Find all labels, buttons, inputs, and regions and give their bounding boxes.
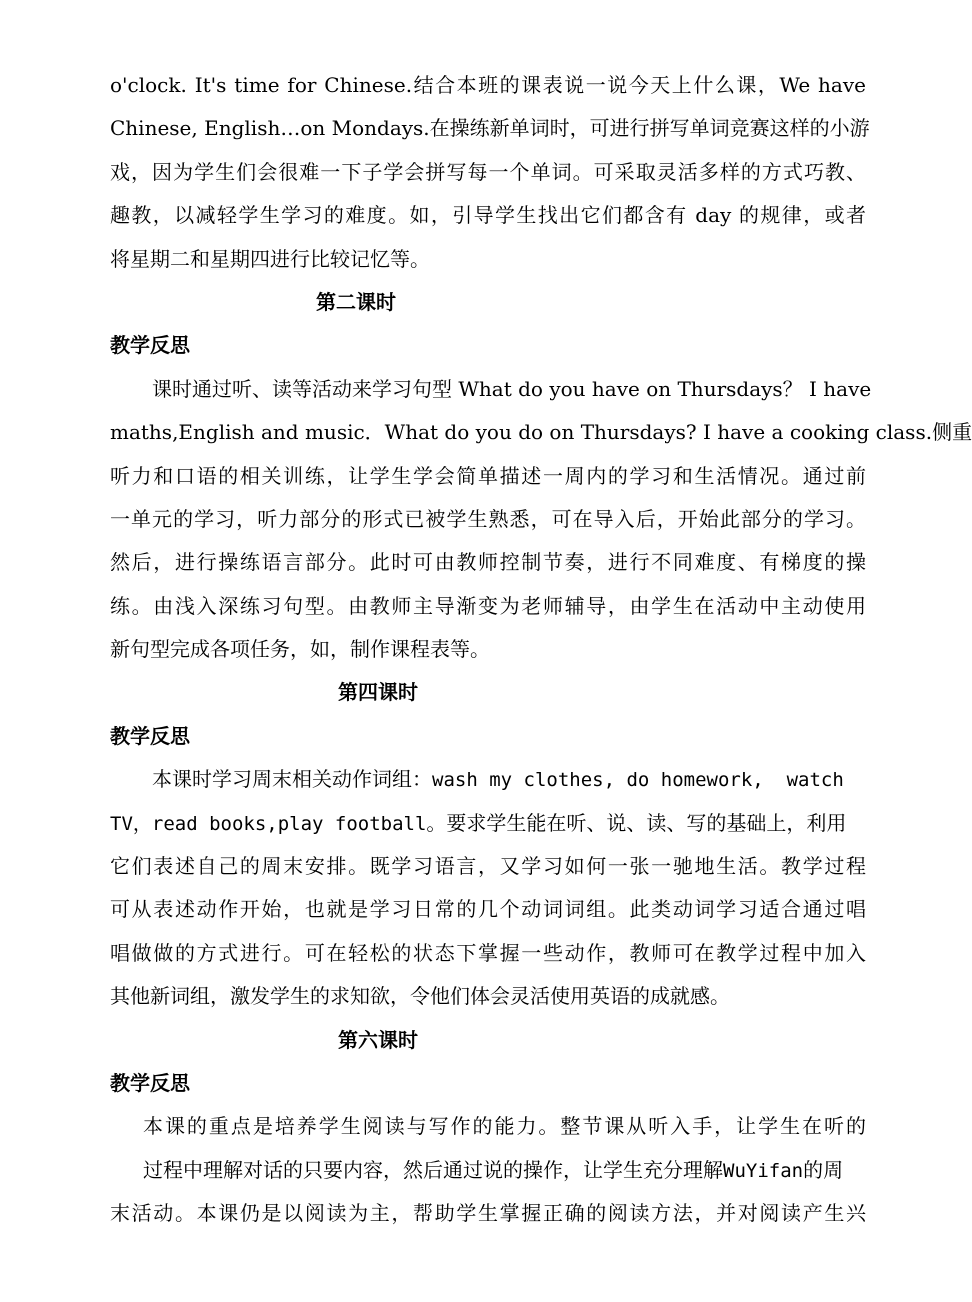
text-line bbox=[110, 802, 866, 845]
text-segment: 。要求学生能在听、说、读、写的基础上，利用 bbox=[426, 810, 847, 835]
text-line: maths,English and music．What do you do on Thursdays? I have a cooking class.侧重 bbox=[110, 420, 972, 445]
text-line: o'clock. It's time for Chinese.结合本班的课表说一说今天上什么课，We have bbox=[110, 73, 866, 97]
paragraph-1 bbox=[110, 64, 870, 281]
paragraph-lesson-6 bbox=[110, 1105, 866, 1235]
text-line: 唱做做的方式进行。可在轻松的状态下掌握一些动作，教师可在教学过程中加入 bbox=[110, 940, 866, 965]
text-line: 戏，因为学生们会很难一下子学会拼写每一个单词。可采取灵活多样的方式巧教、 bbox=[110, 159, 866, 184]
section-title-lesson-2: 第二课时 bbox=[316, 289, 396, 314]
code-segment: WuYifan bbox=[723, 1159, 804, 1182]
text-line: 练。由浅入深练习句型。由教师主导渐变为老师辅导，由学生在活动中主动使用 bbox=[110, 593, 866, 618]
text-segment: 的周 bbox=[803, 1157, 844, 1182]
text-line: 一单元的学习，听力部分的形式已被学生熟悉，可在导入后，开始此部分的学习。 bbox=[110, 506, 866, 531]
text-segment: 本课时学习周末相关动作词组： bbox=[152, 767, 432, 792]
section-label-reflection: 教学反思 bbox=[110, 723, 190, 748]
text-line: 课时通过听、读等活动来学习句型 What do you have on Thursdays？ I have bbox=[152, 376, 872, 401]
code-segment: TV，read books,play football bbox=[110, 812, 427, 835]
text-segment: 过程中理解对话的只要内容，然后通过说的操作，让学生充分理解 bbox=[143, 1157, 723, 1182]
text-line: 本课的重点是培养学生阅读与写作的能力。整节课从听入手，让学生在听的 bbox=[143, 1114, 866, 1139]
text-line: 听力和口语的相关训练，让学生学会简单描述一周内的学习和生活情况。通过前 bbox=[110, 463, 866, 488]
section-label-reflection: 教学反思 bbox=[110, 1070, 190, 1095]
text-line: 将星期二和星期四进行比较记忆等。 bbox=[110, 246, 430, 271]
text-line: 可从表述动作开始，也就是学习日常的几个动词词组。此类动词学习适合通过唱 bbox=[110, 897, 866, 922]
paragraph-lesson-2 bbox=[110, 368, 972, 672]
text-line: 然后，进行操练语言部分。此时可由教师控制节奏，进行不同难度、有梯度的操 bbox=[110, 550, 866, 575]
paragraph-lesson-4 bbox=[110, 758, 866, 1018]
document-page bbox=[110, 64, 972, 1236]
text-line: 新句型完成各项任务，如，制作课程表等。 bbox=[110, 637, 490, 662]
text-line: 其他新词组，激发学生的求知欲，令他们体会灵活使用英语的成就感。 bbox=[110, 984, 730, 1009]
text-line: 末活动。本课仍是以阅读为主，帮助学生掌握正确的阅读方法，并对阅读产生兴 bbox=[110, 1201, 866, 1226]
text-line: 它们表述自己的周末安排。既学习语言，又学习如何一张一驰地生活。教学过程 bbox=[110, 854, 866, 879]
section-title-lesson-4: 第四课时 bbox=[338, 680, 418, 705]
section-label-reflection: 教学反思 bbox=[110, 333, 190, 358]
text-line bbox=[110, 1149, 866, 1192]
text-line bbox=[110, 758, 866, 801]
code-segment: wash my clothes, do homework, watch bbox=[432, 769, 844, 792]
text-line: Chinese, English…on Mondays.在操练新单词时，可进行拼写单词竞赛这样的小游 bbox=[110, 116, 870, 141]
section-title-lesson-6: 第六课时 bbox=[338, 1027, 418, 1052]
text-line: 趣教，以减轻学生学习的难度。如，引导学生找出它们都含有 day 的规律，或者 bbox=[110, 203, 866, 228]
